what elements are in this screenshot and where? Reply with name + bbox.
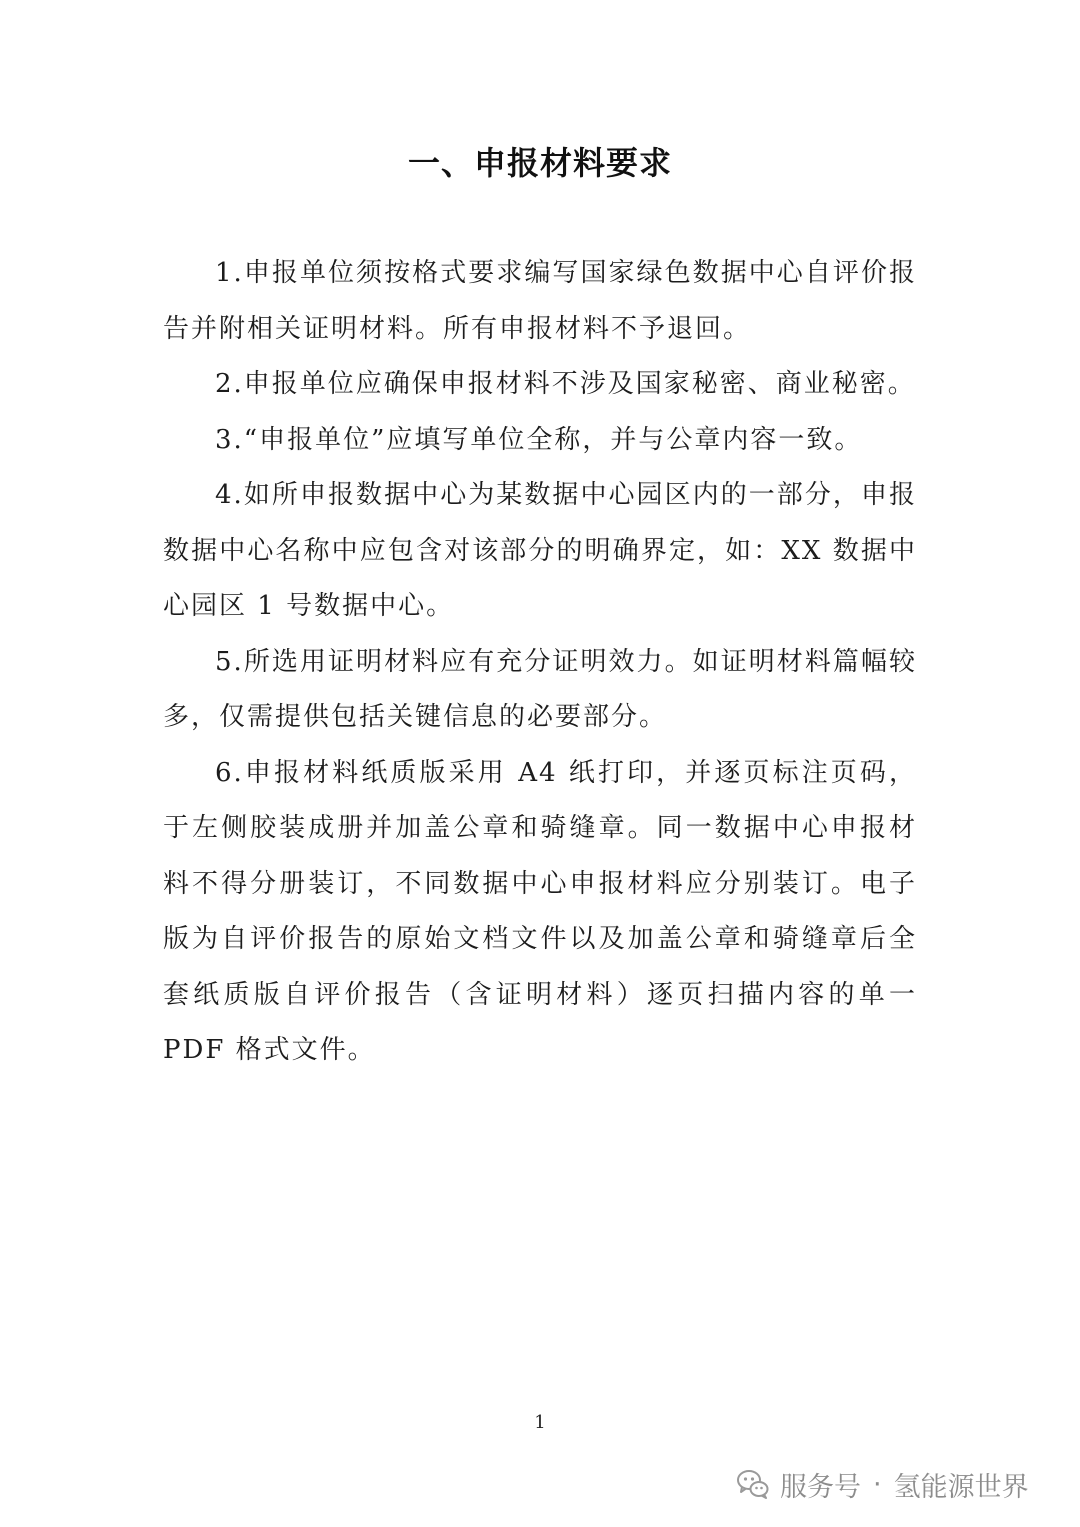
paragraph-6: 6.申报材料纸质版采用 A4 纸打印，并逐页标注页码，于左侧胶装成册并加盖公章和骑缝章。同一数据中心申报材料不得分册装订，不同数据中心申报材料应分别装订。电子版为自评价报告的原始文档文件以及加盖公章和骑缝章后全套纸质版自评价报告（含证明材料）逐页扫描内容的单一 PDF 格式文件。	[163, 757, 917, 1065]
account-watermark	[736, 1464, 1029, 1504]
paragraph-4: 4.如所申报数据中心为某数据中心园区内的一部分，申报数据中心名称中应包含对该部分的明确界定，如：XX 数据中心园区 1 号数据中心。	[163, 480, 917, 621]
paragraph-3: 3.“申报单位”应填写单位全称，并与公章内容一致。	[215, 424, 863, 455]
document-body	[163, 246, 917, 1079]
watermark-account-name: 氢能源世界	[893, 1471, 1029, 1503]
wechat-icon	[736, 1467, 770, 1501]
paragraph-5: 5.所选用证明材料应有充分证明效力。如证明材料篇幅较多，仅需提供包括关键信息的必要部分。	[163, 646, 917, 732]
section-title: 一、申报材料要求	[407, 144, 672, 182]
paragraph-2: 2.申报单位应确保申报材料不涉及国家秘密、商业秘密。	[215, 369, 916, 399]
page-number: 1	[534, 1412, 546, 1433]
paragraph-1: 1.申报单位须按格式要求编写国家绿色数据中心自评价报告并附相关证明材料。所有申报材料不予退回。	[163, 258, 917, 344]
watermark-separator: ·	[873, 1468, 882, 1500]
watermark-label: 服务号	[780, 1471, 861, 1503]
